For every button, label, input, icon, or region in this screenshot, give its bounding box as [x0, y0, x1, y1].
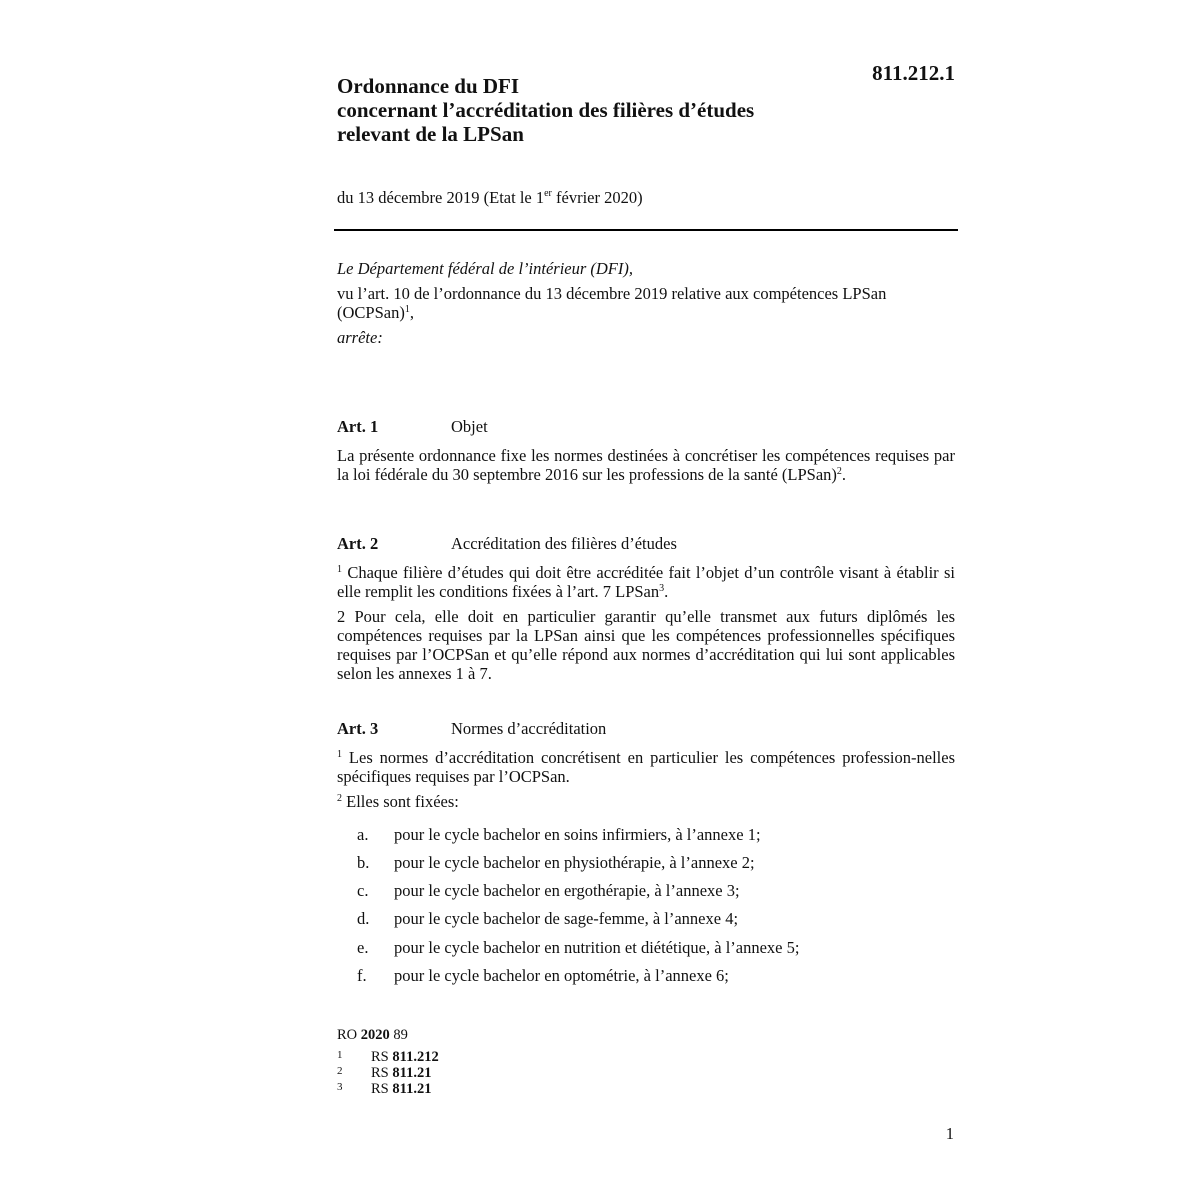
- article-1-para-1-text: La présente ordonnance fixe les normes destinées à concrétiser les compétences requises par la loi fédérale du 30 septembre 2016 sur les professions de la santé (LPSan): [337, 446, 955, 484]
- article-3-body: [337, 748, 955, 817]
- article-2-para-2: 2 Pour cela, elle doit en particulier garantir qu’elle transmet aux futurs diplômés les compétences requises par la LPSan ainsi que les compétences professionnelles spécifiques requises par l’OCPSan et qu’elle répond aux normes d’accréditation qui lui sont applicables selon les annexes 1 à 7.: [337, 607, 955, 683]
- article-3-para-1: [337, 748, 955, 786]
- ro-prefix: RO: [337, 1027, 361, 1043]
- article-3-heading: [337, 719, 606, 739]
- article-2-para-1-end: .: [664, 582, 669, 601]
- footnote-prefix: RS: [371, 1065, 393, 1081]
- list-item-letter: f.: [357, 966, 367, 985]
- footnote-2: [337, 1064, 431, 1081]
- title-line-2: concernant l’accréditation des filières d’études: [337, 98, 755, 122]
- preamble: [337, 259, 955, 353]
- list-item-text: pour le cycle bachelor en nutrition et diététique, à l’annexe 5;: [394, 938, 800, 957]
- list-item-letter: d.: [357, 909, 370, 928]
- date-superscript: er: [544, 188, 552, 199]
- list-item: [357, 938, 799, 958]
- sr-number: 811.212.1: [872, 61, 955, 85]
- footnote-ref: 811.212: [392, 1049, 439, 1065]
- article-2-body: [337, 563, 955, 689]
- date-prefix: du 13 décembre 2019 (Etat le 1: [337, 188, 545, 207]
- footnote-3: [337, 1080, 431, 1097]
- ro-reference: [337, 1028, 408, 1043]
- list-item-text: pour le cycle bachelor de sage-femme, à l’annexe 4;: [394, 909, 739, 928]
- list-item-letter: c.: [357, 881, 369, 900]
- article-3-title: Normes d’accréditation: [451, 719, 607, 738]
- list-item-text: pour le cycle bachelor en physiothérapie, à l’annexe 2;: [394, 853, 755, 872]
- ro-page: 89: [389, 1027, 408, 1043]
- preamble-basis-text: vu l’art. 10 de l’ordonnance du 13 décembre 2019 relative aux compétences LPSan (OCPSan): [337, 284, 887, 322]
- list-item: [357, 909, 738, 929]
- article-1-number: Art. 1: [337, 417, 379, 436]
- article-2-para-1-text: Chaque filière d’études qui doit être accréditée fait l’objet d’un contrôle visant à établir si elle remplit les conditions fixées à l’art. 7 LPSan: [337, 563, 955, 601]
- article-3-para-2-mark: 2: [337, 793, 342, 804]
- list-item-text: pour le cycle bachelor en ergothérapie, à l’annexe 3;: [394, 881, 740, 900]
- article-2-para-1: [337, 563, 955, 601]
- article-3-para-2-text: Elles sont fixées:: [342, 792, 459, 811]
- preamble-basis-end: ,: [409, 303, 414, 322]
- article-1-para-1: [337, 446, 955, 484]
- article-3-number: Art. 3: [337, 719, 379, 738]
- footnote-ref-3[interactable]: 3: [659, 583, 665, 594]
- footnote-prefix: RS: [371, 1081, 393, 1097]
- list-item-text: pour le cycle bachelor en optométrie, à l’annexe 6;: [394, 966, 729, 985]
- document-title: [337, 74, 955, 146]
- list-item-letter: a.: [357, 825, 369, 844]
- preamble-basis: [337, 284, 955, 322]
- footnote-1: [337, 1048, 439, 1065]
- article-2-title: Accréditation des filières d’études: [451, 534, 677, 553]
- article-1-heading: [337, 417, 488, 437]
- header-divider: [334, 229, 958, 231]
- footnote-number: 1: [337, 1049, 343, 1061]
- article-2-number: Art. 2: [337, 534, 379, 553]
- ro-year: 2020: [360, 1027, 390, 1043]
- footnote-ref: 811.21: [392, 1081, 432, 1097]
- list-item: [357, 825, 761, 845]
- list-item-letter: e.: [357, 938, 369, 957]
- footnote-ref: 811.21: [392, 1065, 432, 1081]
- page-number: 1: [945, 1124, 954, 1143]
- list-item: [357, 853, 755, 873]
- list-item-text: pour le cycle bachelor en soins infirmiers, à l’annexe 1;: [394, 825, 761, 844]
- preamble-decrees: arrête:: [337, 328, 383, 347]
- article-3-para-1-mark: 1: [337, 749, 342, 760]
- article-1-title: Objet: [451, 417, 488, 436]
- list-item-letter: b.: [357, 853, 370, 872]
- footnote-number: 3: [337, 1081, 343, 1093]
- article-1-body: [337, 446, 955, 490]
- list-item: [357, 881, 740, 901]
- article-3-para-1-text: Les normes d’accréditation concrétisent en particulier les compétences profession-nelles spécifiques requises par l’OCPSan.: [337, 748, 955, 786]
- footnote-ref-2[interactable]: 2: [836, 466, 842, 477]
- preamble-authority: Le Département fédéral de l’intérieur (DFI),: [337, 259, 634, 278]
- document-date: [337, 187, 955, 209]
- date-suffix: février 2020): [551, 188, 643, 207]
- list-item: [357, 966, 729, 986]
- footnote-prefix: RS: [371, 1049, 393, 1065]
- footnote-number: 2: [337, 1065, 343, 1077]
- article-2-heading: [337, 534, 677, 554]
- title-line-3: relevant de la LPSan: [337, 122, 524, 146]
- title-line-1: Ordonnance du DFI: [337, 74, 520, 98]
- footnote-ref-1[interactable]: 1: [404, 304, 410, 315]
- article-3-para-2: [337, 792, 955, 811]
- article-2-para-1-mark: 1: [337, 564, 342, 575]
- article-1-para-1-end: .: [841, 465, 847, 484]
